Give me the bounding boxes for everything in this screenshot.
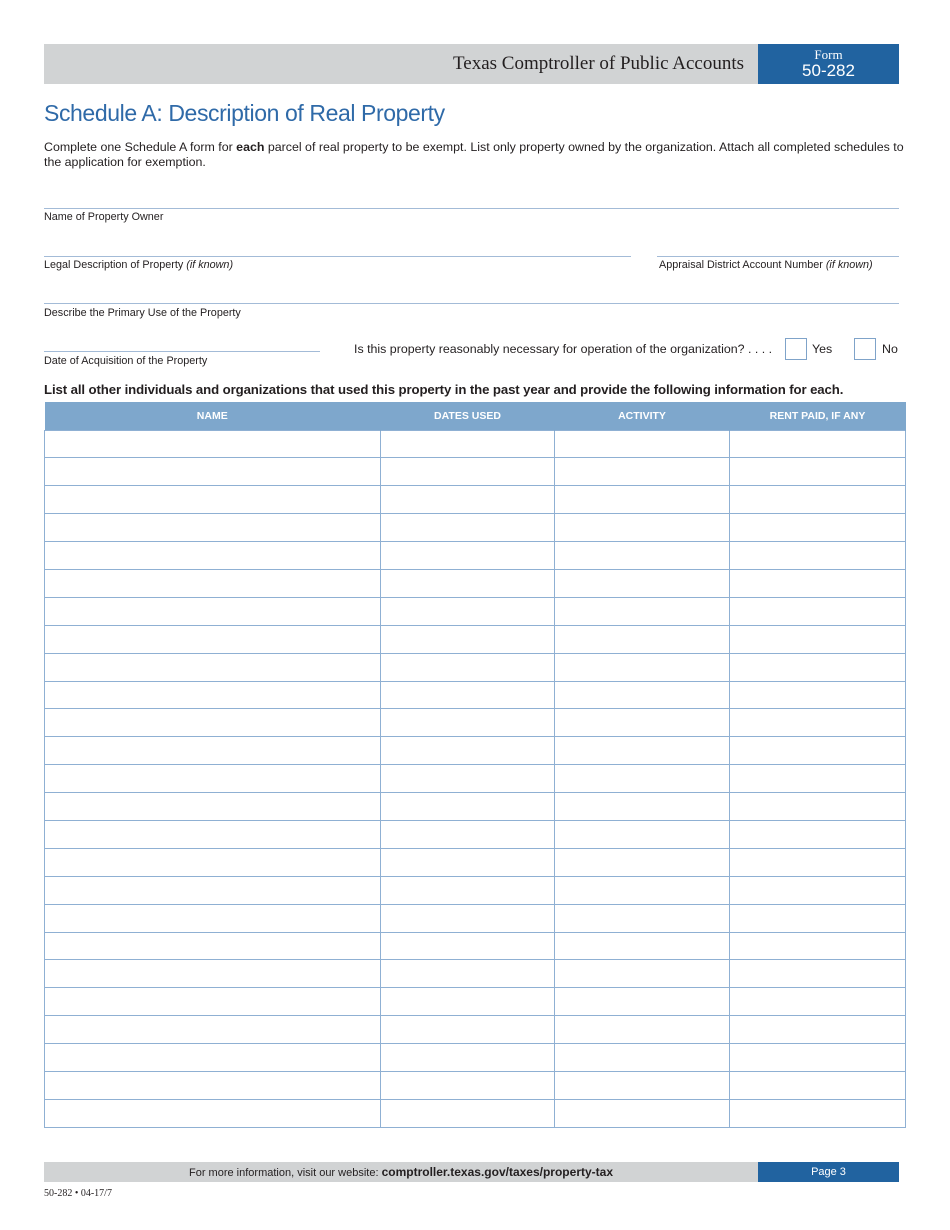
page-title: Schedule A: Description of Real Property bbox=[44, 100, 445, 126]
rent-paid-cell[interactable] bbox=[730, 932, 906, 960]
header-bar bbox=[44, 44, 758, 84]
table-row bbox=[45, 709, 906, 737]
footer-prefix: For more information, visit our website: bbox=[189, 1167, 382, 1179]
appraisal-account-label bbox=[659, 259, 873, 271]
owner-name-field[interactable] bbox=[44, 208, 899, 209]
intro-text-2: parcel of real property to be exempt. List only property owned by the organization. Attach all completed schedules to the application for exemption. bbox=[44, 140, 904, 169]
form-number: 50-282 bbox=[802, 61, 855, 80]
dates-used-cell[interactable] bbox=[381, 960, 555, 988]
dates-used-cell[interactable] bbox=[381, 904, 555, 932]
rent-paid-cell[interactable] bbox=[730, 765, 906, 793]
dates-used-cell[interactable] bbox=[381, 1044, 555, 1072]
activity-cell[interactable] bbox=[555, 569, 730, 597]
necessity-question: Is this property reasonably necessary for operation of the organization? . . . . bbox=[354, 342, 773, 356]
column-header-dates-used: DATES USED bbox=[381, 402, 555, 430]
activity-cell[interactable] bbox=[555, 765, 730, 793]
appraisal-account-text: Appraisal District Account Number bbox=[659, 259, 826, 271]
form-number-box bbox=[758, 44, 899, 84]
activity-cell[interactable] bbox=[555, 988, 730, 1016]
table-header-row bbox=[45, 402, 906, 430]
name-cell[interactable] bbox=[45, 709, 381, 737]
dates-used-cell[interactable] bbox=[381, 597, 555, 625]
rent-paid-cell[interactable] bbox=[730, 681, 906, 709]
table-row bbox=[45, 1099, 906, 1127]
name-cell[interactable] bbox=[45, 542, 381, 570]
dates-used-cell[interactable] bbox=[381, 820, 555, 848]
rent-paid-cell[interactable] bbox=[730, 458, 906, 486]
table-row bbox=[45, 458, 906, 486]
activity-cell[interactable] bbox=[555, 960, 730, 988]
name-cell[interactable] bbox=[45, 960, 381, 988]
yes-checkbox[interactable] bbox=[785, 338, 807, 360]
activity-cell[interactable] bbox=[555, 1044, 730, 1072]
rent-paid-cell[interactable] bbox=[730, 430, 906, 458]
table-row bbox=[45, 876, 906, 904]
name-cell[interactable] bbox=[45, 904, 381, 932]
activity-cell[interactable] bbox=[555, 458, 730, 486]
agency-name: Texas Comptroller of Public Accounts bbox=[452, 53, 744, 74]
column-header-name: NAME bbox=[45, 402, 381, 430]
dates-used-cell[interactable] bbox=[381, 430, 555, 458]
rent-paid-cell[interactable] bbox=[730, 514, 906, 542]
rent-paid-cell[interactable] bbox=[730, 653, 906, 681]
dates-used-cell[interactable] bbox=[381, 1071, 555, 1099]
column-header-rent-paid: RENT PAID, IF ANY bbox=[730, 402, 906, 430]
rent-paid-cell[interactable] bbox=[730, 960, 906, 988]
dates-used-cell[interactable] bbox=[381, 737, 555, 765]
activity-cell[interactable] bbox=[555, 1071, 730, 1099]
activity-cell[interactable] bbox=[555, 1099, 730, 1127]
form-revision: 50-282 • 04-17/7 bbox=[44, 1188, 112, 1199]
rent-paid-cell[interactable] bbox=[730, 625, 906, 653]
dates-used-cell[interactable] bbox=[381, 681, 555, 709]
rent-paid-cell[interactable] bbox=[730, 876, 906, 904]
name-cell[interactable] bbox=[45, 988, 381, 1016]
table-row bbox=[45, 848, 906, 876]
dates-used-cell[interactable] bbox=[381, 709, 555, 737]
table-row bbox=[45, 765, 906, 793]
table-row bbox=[45, 681, 906, 709]
dates-used-cell[interactable] bbox=[381, 458, 555, 486]
name-cell[interactable] bbox=[45, 653, 381, 681]
footer-bar bbox=[44, 1162, 758, 1182]
no-label: No bbox=[882, 342, 898, 356]
name-cell[interactable] bbox=[45, 430, 381, 458]
dates-used-cell[interactable] bbox=[381, 848, 555, 876]
acquisition-date-field[interactable] bbox=[44, 351, 320, 352]
table-row bbox=[45, 1016, 906, 1044]
rent-paid-cell[interactable] bbox=[730, 1044, 906, 1072]
legal-description-hint: (if known) bbox=[186, 259, 234, 271]
rent-paid-cell[interactable] bbox=[730, 1099, 906, 1127]
dates-used-cell[interactable] bbox=[381, 514, 555, 542]
table-row bbox=[45, 430, 906, 458]
table-row bbox=[45, 1071, 906, 1099]
table-row bbox=[45, 904, 906, 932]
primary-use-label: Describe the Primary Use of the Property bbox=[44, 307, 241, 319]
name-cell[interactable] bbox=[45, 1099, 381, 1127]
dates-used-cell[interactable] bbox=[381, 765, 555, 793]
activity-cell[interactable] bbox=[555, 793, 730, 821]
rent-paid-cell[interactable] bbox=[730, 1016, 906, 1044]
rent-paid-cell[interactable] bbox=[730, 848, 906, 876]
legal-description-label bbox=[44, 259, 233, 271]
dates-used-cell[interactable] bbox=[381, 569, 555, 597]
table-row bbox=[45, 820, 906, 848]
name-cell[interactable] bbox=[45, 681, 381, 709]
activity-cell[interactable] bbox=[555, 709, 730, 737]
rent-paid-cell[interactable] bbox=[730, 709, 906, 737]
activity-cell[interactable] bbox=[555, 737, 730, 765]
rent-paid-cell[interactable] bbox=[730, 988, 906, 1016]
name-cell[interactable] bbox=[45, 569, 381, 597]
rent-paid-cell[interactable] bbox=[730, 569, 906, 597]
activity-cell[interactable] bbox=[555, 1016, 730, 1044]
rent-paid-cell[interactable] bbox=[730, 737, 906, 765]
acquisition-date-label: Date of Acquisition of the Property bbox=[44, 355, 208, 367]
table-row bbox=[45, 653, 906, 681]
column-header-activity: ACTIVITY bbox=[555, 402, 730, 430]
activity-cell[interactable] bbox=[555, 514, 730, 542]
name-cell[interactable] bbox=[45, 820, 381, 848]
table-row bbox=[45, 486, 906, 514]
activity-cell[interactable] bbox=[555, 904, 730, 932]
dates-used-cell[interactable] bbox=[381, 1099, 555, 1127]
intro-paragraph bbox=[44, 140, 904, 170]
name-cell[interactable] bbox=[45, 458, 381, 486]
appraisal-account-hint: (if known) bbox=[825, 259, 873, 271]
table-row bbox=[45, 737, 906, 765]
dates-used-cell[interactable] bbox=[381, 793, 555, 821]
table-row bbox=[45, 1044, 906, 1072]
primary-use-field[interactable] bbox=[44, 303, 899, 304]
table-row bbox=[45, 960, 906, 988]
dates-used-cell[interactable] bbox=[381, 653, 555, 681]
activity-cell[interactable] bbox=[555, 848, 730, 876]
name-cell[interactable] bbox=[45, 1071, 381, 1099]
table-row bbox=[45, 569, 906, 597]
activity-cell[interactable] bbox=[555, 430, 730, 458]
name-cell[interactable] bbox=[45, 514, 381, 542]
dates-used-cell[interactable] bbox=[381, 486, 555, 514]
table-row bbox=[45, 988, 906, 1016]
dates-used-cell[interactable] bbox=[381, 988, 555, 1016]
name-cell[interactable] bbox=[45, 765, 381, 793]
activity-cell[interactable] bbox=[555, 681, 730, 709]
form-word: Form bbox=[814, 47, 843, 62]
dates-used-cell[interactable] bbox=[381, 1016, 555, 1044]
name-cell[interactable] bbox=[45, 1016, 381, 1044]
rent-paid-cell[interactable] bbox=[730, 820, 906, 848]
table-row bbox=[45, 542, 906, 570]
activity-cell[interactable] bbox=[555, 597, 730, 625]
dates-used-cell[interactable] bbox=[381, 625, 555, 653]
name-cell[interactable] bbox=[45, 486, 381, 514]
activity-cell[interactable] bbox=[555, 820, 730, 848]
table-row bbox=[45, 514, 906, 542]
name-cell[interactable] bbox=[45, 737, 381, 765]
table-row bbox=[45, 793, 906, 821]
yes-label: Yes bbox=[812, 342, 833, 356]
name-cell[interactable] bbox=[45, 625, 381, 653]
legal-description-text: Legal Description of Property bbox=[44, 259, 187, 271]
table-row bbox=[45, 597, 906, 625]
name-cell[interactable] bbox=[45, 793, 381, 821]
activity-cell[interactable] bbox=[555, 542, 730, 570]
activity-cell[interactable] bbox=[555, 625, 730, 653]
name-cell[interactable] bbox=[45, 876, 381, 904]
rent-paid-cell[interactable] bbox=[730, 542, 906, 570]
table-instruction: List all other individuals and organizations that used this property in the past year and provide the following information for each. bbox=[44, 382, 844, 397]
dates-used-cell[interactable] bbox=[381, 542, 555, 570]
table-row bbox=[45, 932, 906, 960]
no-checkbox[interactable] bbox=[854, 338, 876, 360]
activity-cell[interactable] bbox=[555, 932, 730, 960]
appraisal-account-field[interactable] bbox=[657, 256, 899, 257]
legal-description-field[interactable] bbox=[44, 256, 631, 257]
name-cell[interactable] bbox=[45, 597, 381, 625]
activity-cell[interactable] bbox=[555, 486, 730, 514]
activity-cell[interactable] bbox=[555, 876, 730, 904]
rent-paid-cell[interactable] bbox=[730, 904, 906, 932]
property-use-table bbox=[44, 402, 906, 1128]
rent-paid-cell[interactable] bbox=[730, 486, 906, 514]
name-cell[interactable] bbox=[45, 848, 381, 876]
name-cell[interactable] bbox=[45, 932, 381, 960]
rent-paid-cell[interactable] bbox=[730, 793, 906, 821]
activity-cell[interactable] bbox=[555, 653, 730, 681]
table-row bbox=[45, 625, 906, 653]
intro-bold: each bbox=[236, 140, 265, 154]
rent-paid-cell[interactable] bbox=[730, 1071, 906, 1099]
dates-used-cell[interactable] bbox=[381, 876, 555, 904]
page-number: Page 3 bbox=[758, 1162, 899, 1182]
owner-name-label: Name of Property Owner bbox=[44, 211, 164, 223]
footer-url[interactable]: comptroller.texas.gov/taxes/property-tax bbox=[381, 1165, 613, 1179]
dates-used-cell[interactable] bbox=[381, 932, 555, 960]
name-cell[interactable] bbox=[45, 1044, 381, 1072]
rent-paid-cell[interactable] bbox=[730, 597, 906, 625]
intro-text-1: Complete one Schedule A form for bbox=[44, 140, 237, 154]
